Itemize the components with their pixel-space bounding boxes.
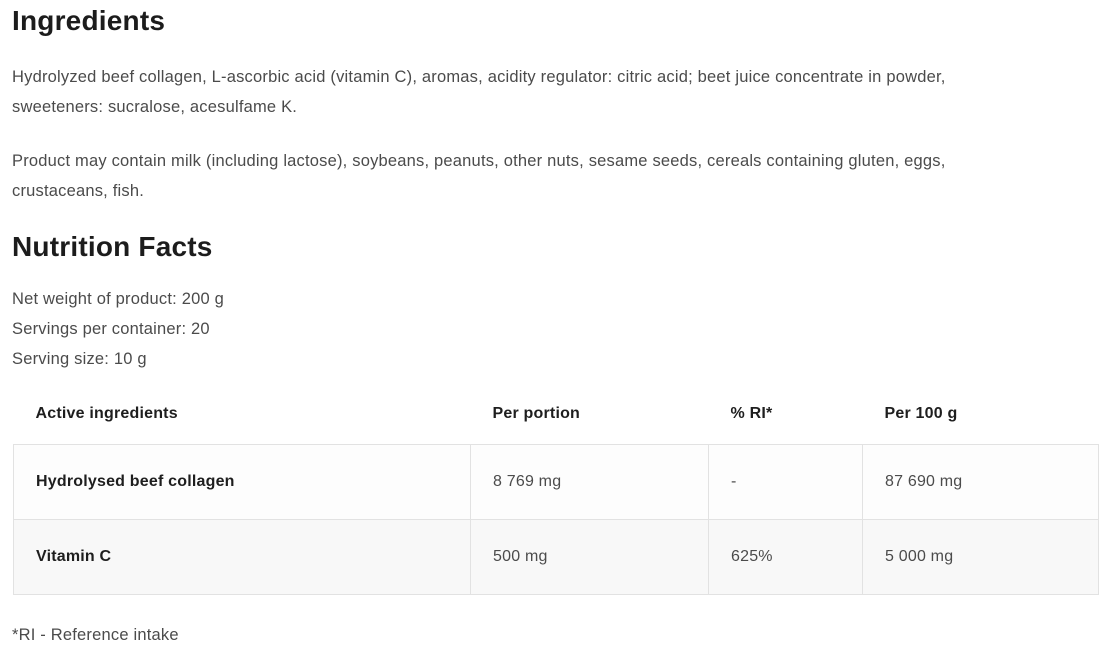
table-row <box>14 519 1099 594</box>
percent-ri-cell: - <box>709 444 863 519</box>
header-per-portion: Per portion <box>471 384 709 444</box>
composition-line: Hydrolyzed beef collagen, L-ascorbic acid (vitamin C), aromas, acidity regulator: citric acid; beet juice concentrate in powder, <box>12 68 946 86</box>
header-per-100g: Per 100 g <box>863 384 1099 444</box>
allergen-line: crustaceans, fish. <box>12 182 144 200</box>
header-percent-ri: % RI* <box>709 384 863 444</box>
serving-size-line: Serving size: 10 g <box>12 350 147 368</box>
nutrition-table <box>13 384 1099 595</box>
net-weight-line: Net weight of product: 200 g <box>12 290 224 308</box>
reference-intake-footnote: *RI - Reference intake <box>12 625 179 644</box>
percent-ri-cell: 625% <box>709 519 863 594</box>
servings-per-container-line: Servings per container: 20 <box>12 320 210 338</box>
nutrition-details <box>12 284 1091 374</box>
per-portion-cell: 500 mg <box>471 519 709 594</box>
table-row <box>14 444 1099 519</box>
nutrition-table-body <box>14 444 1099 594</box>
table-header-row <box>14 384 1099 444</box>
allergen-paragraph <box>12 146 1091 206</box>
ingredient-name-cell: Hydrolysed beef collagen <box>14 444 471 519</box>
allergen-line: Product may contain milk (including lactose), soybeans, peanuts, other nuts, sesame seeds, cereals containing gluten, eggs, <box>12 152 946 170</box>
ingredient-name-cell: Vitamin C <box>14 519 471 594</box>
per-100g-cell: 5 000 mg <box>863 519 1099 594</box>
per-portion-cell: 8 769 mg <box>471 444 709 519</box>
composition-line: sweeteners: sucralose, acesulfame K. <box>12 98 298 116</box>
ingredients-section-title: Ingredients <box>12 5 166 36</box>
nutrition-section-title: Nutrition Facts <box>12 231 213 262</box>
header-active-ingredients: Active ingredients <box>14 384 471 444</box>
per-100g-cell: 87 690 mg <box>863 444 1099 519</box>
nutrition-table-header <box>14 384 1099 444</box>
composition-paragraph <box>12 62 1091 122</box>
